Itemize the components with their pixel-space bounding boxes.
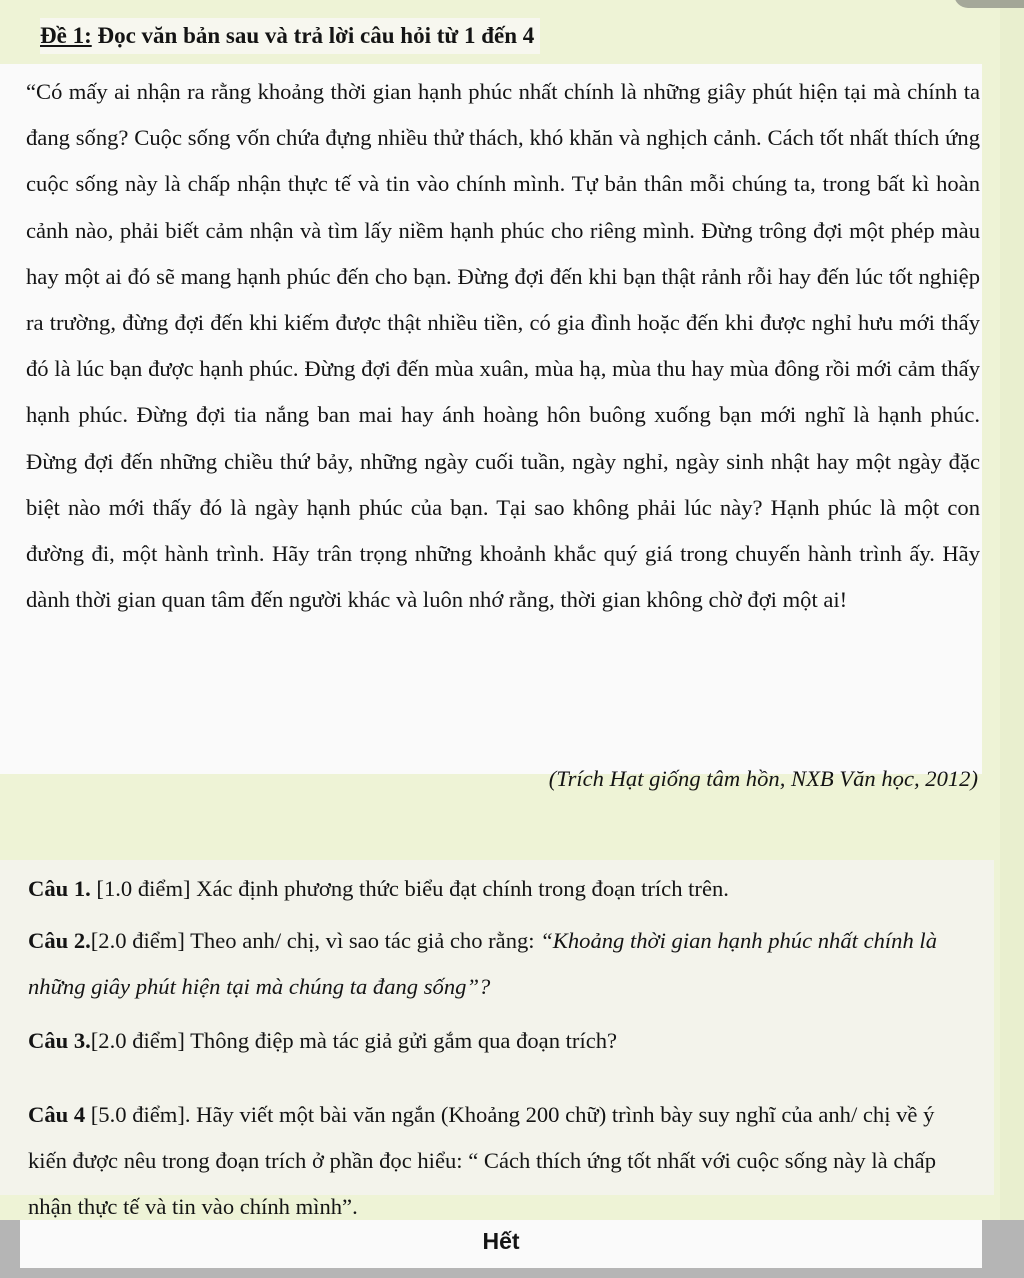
question-1-label: Câu 1.: [28, 876, 91, 901]
reading-passage: [0, 64, 982, 791]
question-2-text: [2.0 điểm] Theo anh/ chị, vì sao tác giả cho rằng:: [90, 928, 541, 953]
question-1: [28, 874, 729, 904]
question-list: [0, 860, 994, 1219]
exam-title-label: Đề 1:: [40, 23, 92, 48]
passage-text: “Có mấy ai nhận ra rằng khoảng thời gian hạnh phúc nhất chính là những giây phút hiện tại mà chính ta đang sống? Cuộc sống vốn chứa đựng nhiều thử thách, khó khăn và nghịch cảnh. Cách tốt nhất thích ứng cuộc sống này là chấp nhận thực tế và tin vào chính mình. Tự bản thân mỗi chúng ta, trong bất kì hoàn cảnh nào, phải biết cảm nhận và tìm lấy niềm hạnh phúc cho riêng mình. Đừng trông đợi một phép màu hay một ai đó sẽ mang hạnh phúc đến cho bạn. Đừng đợi đến khi bạn thật rảnh rỗi hay đến lúc tốt nghiệp ra trường, đừng đợi đến khi kiếm được thật nhiều tiền, có gia đình hoặc đến khi được nghỉ hưu mới thấy đó là lúc bạn được hạnh phúc. Đừng đợi đến mùa xuân, mùa hạ, mùa thu hay mùa đông rồi mới cảm thấy hạnh phúc. Đừng đợi tia nắng ban mai hay ánh hoàng hôn buông xuống bạn mới nghĩ là hạnh phúc. Đừng đợi đến những chiều thứ bảy, những ngày cuối tuần, ngày nghỉ, ngày sinh nhật hay một ngày đặc biệt nào mới thấy đó là ngày hạnh phúc của bạn. Tại sao không phải lúc này? Hạnh phúc là một con đường đi, một hành trình. Hãy trân trọng những khoảnh khắc quý giá trong chuyến hành trình ấy. Hãy dành thời gian quan tâm đến người khác và luôn nhớ rằng, thời gian không chờ đợi một ai!: [26, 79, 980, 613]
question-1-text: [1.0 điểm] Xác định phương thức biểu đạt chính trong đoạn trích trên.: [90, 876, 729, 901]
question-2-quote: “Khoảng thời gian hạnh phúc nhất chính là những giây phút hiện tại mà chúng ta đang sống”?: [28, 928, 937, 999]
passage-source: (Trích Hạt giống tâm hồn, NXB Văn học, 2012): [548, 766, 978, 791]
question-3-text: [2.0 điểm] Thông điệp mà tác giả gửi gắm qua đoạn trích?: [90, 1028, 618, 1053]
question-4: [28, 1092, 966, 1230]
question-3: [28, 1026, 617, 1056]
exam-title: [40, 18, 540, 54]
corner-shadow: [954, 0, 1024, 8]
page-edge: [1000, 0, 1024, 1220]
exam-title-text: Đọc văn bản sau và trả lời câu hỏi từ 1 đến 4: [91, 23, 535, 48]
footer-card: [20, 1220, 982, 1268]
question-4-label: Câu 4: [28, 1102, 86, 1127]
question-4-text: [5.0 điểm]. Hãy viết một bài văn ngắn (Khoảng 200 chữ) trình bày suy nghĩ của anh/ chị về ý kiến được nêu trong đoạn trích ở phần đọc hiểu: “ Cách thích ứng tốt nhất với cuộc sống này là chấp nhận thực tế và tin vào chính mình”.: [28, 1102, 936, 1219]
question-2: [28, 918, 982, 1010]
end-label: Hết: [482, 1228, 520, 1254]
footer-bar: [0, 1220, 1024, 1278]
question-3-label: Câu 3.: [28, 1028, 91, 1053]
question-2-label: Câu 2.: [28, 928, 91, 953]
